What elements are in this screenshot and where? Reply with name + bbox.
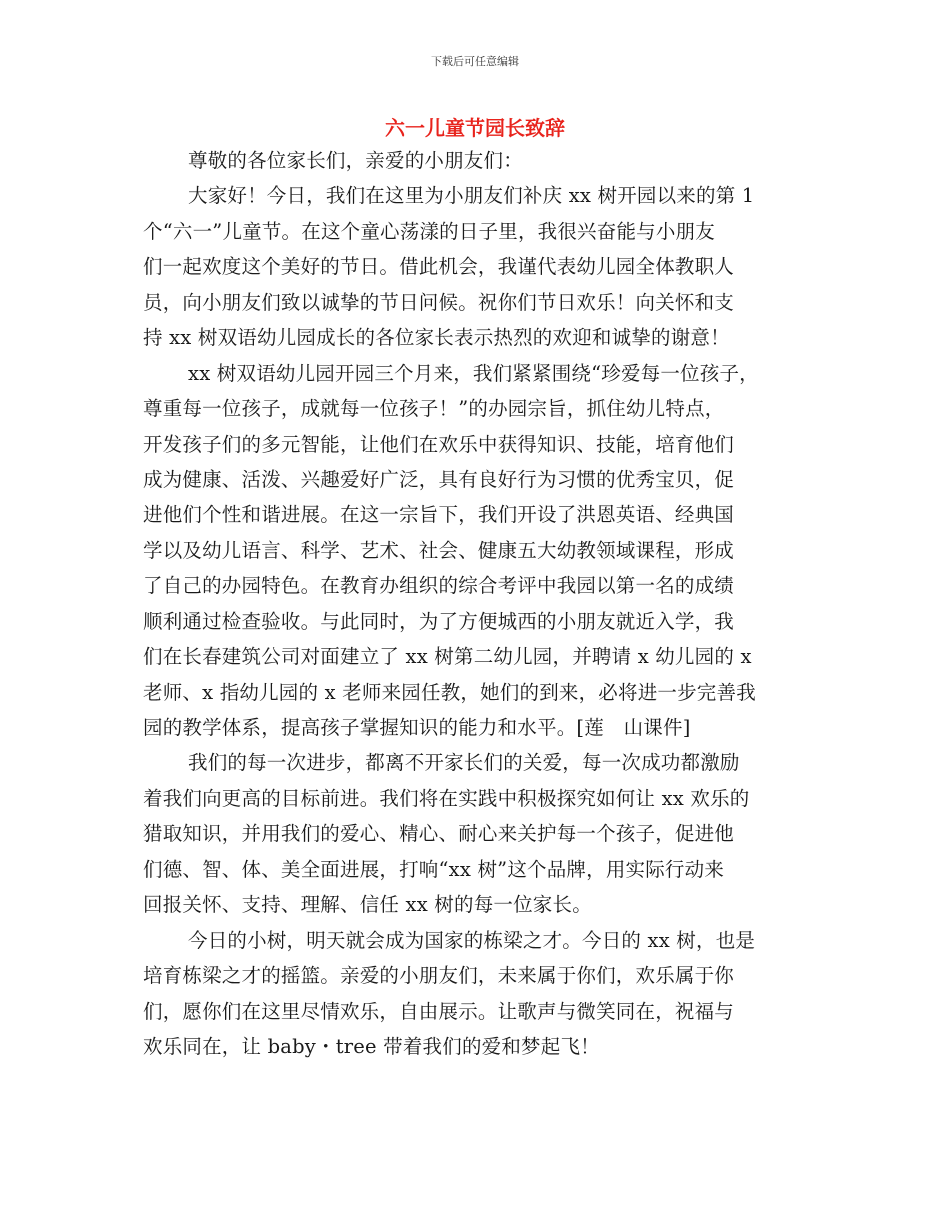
text-line: 成为健康、活泼、兴趣爱好广泛，具有良好行为习惯的优秀宝贝，促 [143, 467, 735, 491]
text-line: xx 树双语幼儿园开园三个月来，我们紧紧围绕“珍爱每一位孩子， [188, 361, 759, 385]
text-line: 们，愿你们在这里尽情欢乐，自由展示。让歌声与微笑同在，祝福与 [143, 999, 735, 1023]
text-line: 猎取知识，并用我们的爱心、精心、耐心来关护每一个孩子，促进他 [143, 822, 735, 846]
text-line: 学以及幼儿语言、科学、艺术、社会、健康五大幼教领域课程，形成 [143, 538, 735, 562]
text-line: 园的教学体系，提高孩子掌握知识的能力和水平。[莲 山课件] [143, 716, 691, 739]
text-line: 培育栋梁之才的摇篮。亲爱的小朋友们，未来属于你们，欢乐属于你 [143, 964, 735, 988]
text-line: 员，向小朋友们致以诚挚的节日问候。祝你们节日欢乐！向关怀和支 [143, 290, 735, 314]
text-line: 回报关怀、支持、理解、信任 xx 树的每一位家长。 [143, 893, 592, 917]
text-line: 了自己的办园特色。在教育办组织的综合考评中我园以第一名的成绩 [143, 574, 735, 598]
text-line: 们一起欢度这个美好的节日。借此机会，我谨代表幼儿园全体教职人 [143, 255, 735, 279]
text-line: 开发孩子们的多元智能，让他们在欢乐中获得知识、技能，培育他们 [143, 432, 735, 456]
text-line: 们德、智、体、美全面进展，打响“xx 树”这个品牌，用实际行动来 [143, 857, 725, 881]
document-body [143, 143, 813, 1064]
text-line: 今日的小树，明天就会成为国家的栋梁之才。今日的 xx 树，也是 [188, 928, 756, 952]
text-line: 尊敬的各位家长们，亲爱的小朋友们： [188, 149, 523, 172]
text-line: 尊重每一位孩子，成就每一位孩子！”的办园宗旨，抓住幼儿特点， [143, 397, 725, 421]
text-line: 老师、x 指幼儿园的 x 老师来园任教，她们的到来，必将进一步完善我 [143, 680, 756, 704]
text-line: 我们的每一次进步，都离不开家长们的关爱，每一次成功都激励 [188, 751, 740, 775]
text-line: 大家好！今日，我们在这里为小朋友们补庆 xx 树开园以来的第 1 [188, 184, 755, 208]
text-line: 持 xx 树双语幼儿园成长的各位家长表示热烈的欢迎和诚挚的谢意！ [143, 326, 730, 350]
text-line: 进他们个性和谐进展。在这一宗旨下，我们开设了洪恩英语、经典国 [143, 503, 735, 527]
text-line: 着我们向更高的目标前进。我们将在实践中积极探究如何让 xx 欢乐的 [143, 786, 750, 810]
document-title: 六一儿童节园长致辞 [385, 116, 565, 140]
text-line: 们在长春建筑公司对面建立了 xx 树第二幼儿园，并聘请 x 幼儿园的 x [143, 645, 752, 669]
text-line: 欢乐同在，让 baby・tree 带着我们的爱和梦起飞！ [143, 1034, 600, 1058]
header-note: 下载后可任意编辑 [431, 55, 519, 68]
text-line: 顺利通过检查验收。与此同时，为了方便城西的小朋友就近入学，我 [143, 609, 735, 633]
text-line: 个“六一”儿童节。在这个童心荡漾的日子里，我很兴奋能与小朋友 [143, 219, 715, 243]
